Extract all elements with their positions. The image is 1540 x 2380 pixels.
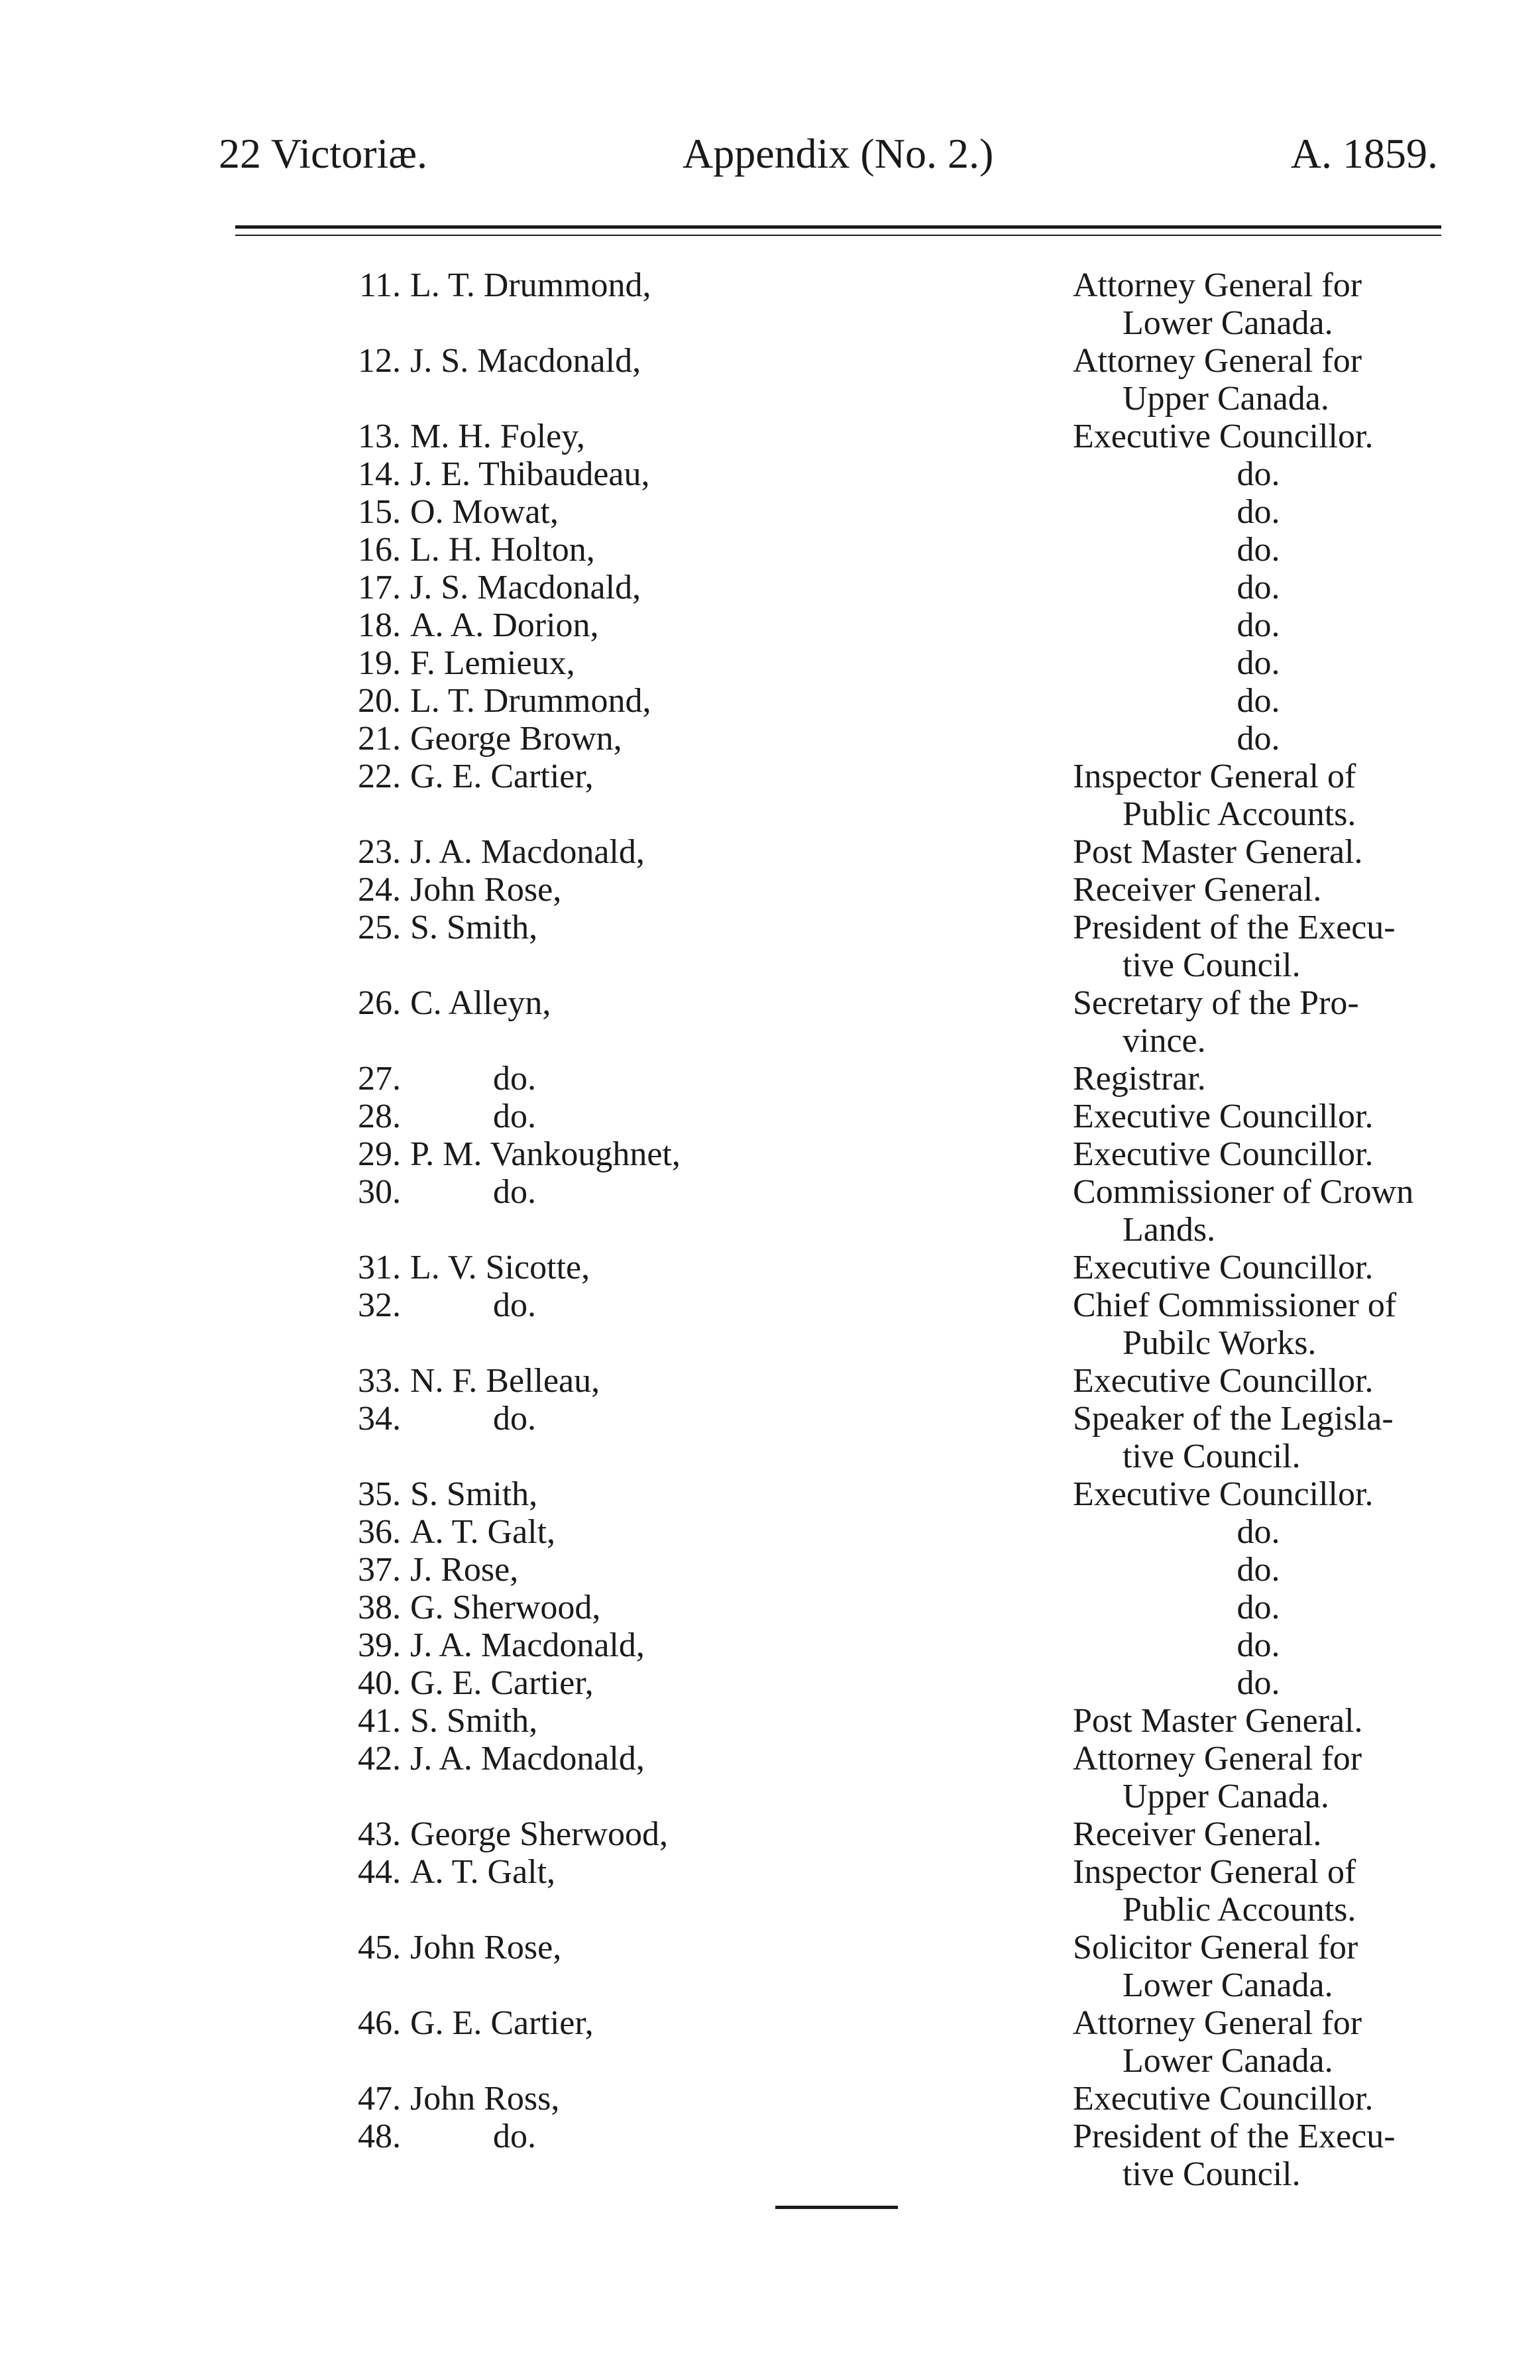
office-line: Executive Councillor.	[1073, 1475, 1374, 1513]
list-item	[331, 1475, 1445, 1513]
entry-office	[1073, 1589, 1444, 1626]
entry-number: 33.	[358, 1362, 401, 1400]
office-line: Executive Councillor.	[1073, 2080, 1374, 2118]
office-line: Speaker of the Legisla-	[1073, 1400, 1394, 1438]
office-line: Lower Canada.	[1123, 2042, 1333, 2080]
entry-name: G. E. Cartier,	[410, 758, 594, 795]
entry-office	[1073, 682, 1444, 720]
list-item	[331, 531, 1445, 569]
list-item	[331, 1551, 1445, 1589]
list-item	[331, 1400, 1445, 1475]
entry-name: George Brown,	[410, 720, 622, 758]
office-line: Post Master General.	[1073, 1702, 1363, 1740]
entry-number: 28.	[358, 1098, 401, 1135]
entry-number: 43.	[358, 1815, 401, 1853]
entry-office	[1073, 569, 1444, 606]
office-line: Inspector General of	[1073, 1853, 1356, 1891]
list-item	[331, 1815, 1445, 1853]
entry-name: do.	[493, 1173, 536, 1211]
entry-office	[1073, 531, 1444, 569]
entry-number: 14.	[358, 455, 401, 493]
office-line: Receiver General.	[1073, 871, 1322, 909]
entry-name: George Sherwood,	[410, 1815, 668, 1853]
entry-name: do.	[493, 1400, 536, 1438]
office-line: Upper Canada.	[1123, 380, 1329, 418]
entry-number: 38.	[358, 1589, 401, 1626]
entry-name: L. V. Sicotte,	[410, 1249, 590, 1286]
entry-office	[1073, 1060, 1444, 1098]
entry-office	[1073, 644, 1444, 682]
entry-number: 15.	[358, 493, 401, 531]
entry-office	[1073, 493, 1444, 531]
list-item	[331, 569, 1445, 606]
entry-number: 32.	[358, 1286, 401, 1324]
entry-name: J. A. Macdonald,	[410, 833, 645, 871]
entry-name: J. Rose,	[410, 1551, 519, 1589]
list-item	[331, 1853, 1445, 1929]
entry-name: O. Mowat,	[410, 493, 559, 531]
list-item	[331, 720, 1445, 758]
entry-name: L. H. Holton,	[410, 531, 595, 569]
header-session: 22 Victoriæ.	[219, 130, 427, 177]
end-rule	[775, 2206, 898, 2209]
entry-name: J. A. Macdonald,	[410, 1740, 645, 1778]
entry-office	[1073, 2004, 1444, 2080]
office-line: Public Accounts.	[1123, 1891, 1356, 1929]
entry-name: G. Sherwood,	[410, 1589, 601, 1626]
office-line: do.	[1237, 606, 1280, 644]
entry-number: 22.	[358, 758, 401, 795]
entry-office	[1073, 2080, 1444, 2118]
office-line: Attorney General for	[1073, 2004, 1362, 2042]
office-line: tive Council.	[1123, 2155, 1301, 2193]
entry-name: M. H. Foley,	[410, 418, 585, 455]
entry-office	[1073, 266, 1444, 342]
office-line: do.	[1237, 1589, 1280, 1626]
entry-number: 16.	[358, 531, 401, 569]
entry-office	[1073, 342, 1444, 418]
office-line: do.	[1237, 1664, 1280, 1702]
office-line: Attorney General for	[1073, 1740, 1362, 1778]
entry-number: 39.	[358, 1626, 401, 1664]
header-appendix: Appendix (No. 2.)	[683, 130, 994, 177]
entry-name: do.	[493, 1286, 536, 1324]
entry-office	[1073, 1626, 1444, 1664]
entry-office	[1073, 1286, 1444, 1362]
entry-name: do.	[493, 1060, 536, 1098]
entry-office	[1073, 1173, 1444, 1249]
office-line: do.	[1237, 455, 1280, 493]
entry-number: 47.	[358, 2080, 401, 2118]
office-line: Chief Commissioner of	[1073, 1286, 1397, 1324]
entry-office	[1073, 1740, 1444, 1815]
entry-name: J. A. Macdonald,	[410, 1626, 645, 1664]
entry-name: do.	[493, 2118, 536, 2155]
entry-office	[1073, 1513, 1444, 1551]
list-item	[331, 493, 1445, 531]
office-line: Upper Canada.	[1123, 1778, 1329, 1815]
office-line: Secretary of the Pro-	[1073, 984, 1359, 1022]
entry-name: J. S. Macdonald,	[410, 342, 641, 380]
office-line: Pubilc Works.	[1123, 1324, 1317, 1362]
list-item	[331, 2004, 1445, 2080]
list-item	[331, 606, 1445, 644]
entry-name: A. T. Galt,	[410, 1513, 556, 1551]
entry-office	[1073, 1815, 1444, 1853]
entry-number: 31.	[358, 1249, 401, 1286]
entry-office	[1073, 1400, 1444, 1475]
header-rule-thick	[235, 225, 1441, 229]
entry-name: C. Alleyn,	[410, 984, 551, 1022]
entry-number: 45.	[358, 1929, 401, 1966]
office-line: do.	[1237, 682, 1280, 720]
entry-office	[1073, 758, 1444, 833]
entry-number: 48.	[358, 2118, 401, 2155]
office-line: do.	[1237, 531, 1280, 569]
appointments-list	[331, 266, 1445, 2193]
entry-office	[1073, 1551, 1444, 1589]
entry-name: S. Smith,	[410, 1475, 538, 1513]
list-item	[331, 1286, 1445, 1362]
office-line: President of the Execu-	[1073, 909, 1396, 946]
entry-number: 41.	[358, 1702, 401, 1740]
entry-number: 13.	[358, 418, 401, 455]
list-item	[331, 682, 1445, 720]
office-line: Executive Councillor.	[1073, 1249, 1374, 1286]
office-line: Attorney General for	[1073, 266, 1362, 304]
entry-office	[1073, 871, 1444, 909]
entry-name: A. A. Dorion,	[410, 606, 599, 644]
entry-office	[1073, 909, 1444, 984]
list-item	[331, 418, 1445, 455]
entry-name: J. S. Macdonald,	[410, 569, 641, 606]
office-line: Lands.	[1123, 1211, 1216, 1249]
entry-number: 24.	[358, 871, 401, 909]
entry-number: 18.	[358, 606, 401, 644]
list-item	[331, 2080, 1445, 2118]
office-line: President of the Execu-	[1073, 2118, 1396, 2155]
entry-office	[1073, 1664, 1444, 1702]
office-line: Executive Councillor.	[1073, 1098, 1374, 1135]
office-line: Lower Canada.	[1123, 1966, 1333, 2004]
entry-number: 35.	[358, 1475, 401, 1513]
entry-office	[1073, 1135, 1444, 1173]
entry-name: P. M. Vankoughnet,	[410, 1135, 681, 1173]
entry-number: 25.	[358, 909, 401, 946]
office-line: do.	[1237, 644, 1280, 682]
list-item	[331, 1929, 1445, 2004]
entry-number: 17.	[358, 569, 401, 606]
office-line: do.	[1237, 1513, 1280, 1551]
list-item	[331, 984, 1445, 1060]
entry-number: 36.	[358, 1513, 401, 1551]
entry-number: 42.	[358, 1740, 401, 1778]
entry-name: John Rose,	[410, 1929, 562, 1966]
list-item	[331, 1626, 1445, 1664]
list-item	[331, 644, 1445, 682]
office-line: do.	[1237, 493, 1280, 531]
running-header	[219, 129, 1438, 189]
office-line: Receiver General.	[1073, 1815, 1322, 1853]
entry-office	[1073, 1929, 1444, 2004]
office-line: Executive Councillor.	[1073, 1135, 1374, 1173]
entry-name: John Rose,	[410, 871, 562, 909]
office-line: Public Accounts.	[1123, 795, 1356, 833]
office-line: Lower Canada.	[1123, 304, 1333, 342]
list-item	[331, 871, 1445, 909]
entry-office	[1073, 833, 1444, 871]
entry-office	[1073, 984, 1444, 1060]
entry-office	[1073, 2118, 1444, 2193]
entry-name: S. Smith,	[410, 1702, 538, 1740]
entry-office	[1073, 1249, 1444, 1286]
office-line: Attorney General for	[1073, 342, 1362, 380]
entry-name: L. T. Drummond,	[410, 266, 651, 304]
entry-name: John Ross,	[410, 2080, 560, 2118]
list-item	[331, 266, 1445, 342]
office-line: do.	[1237, 1551, 1280, 1589]
header-rule-thin	[235, 235, 1441, 236]
entry-office	[1073, 1853, 1444, 1929]
list-item	[331, 1740, 1445, 1815]
list-item	[331, 909, 1445, 984]
entry-number: 26.	[358, 984, 401, 1022]
entry-office	[1073, 1098, 1444, 1135]
entry-office	[1073, 1475, 1444, 1513]
office-line: Executive Councillor.	[1073, 1362, 1374, 1400]
list-item	[331, 1135, 1445, 1173]
office-line: do.	[1237, 1626, 1280, 1664]
entry-name: F. Lemieux,	[410, 644, 575, 682]
entry-office	[1073, 606, 1444, 644]
office-line: do.	[1237, 569, 1280, 606]
entry-number: 12.	[358, 342, 401, 380]
office-line: Post Master General.	[1073, 833, 1363, 871]
office-line: Registrar.	[1073, 1060, 1206, 1098]
header-year: A. 1859.	[1290, 130, 1438, 177]
entry-number: 23.	[358, 833, 401, 871]
entry-office	[1073, 720, 1444, 758]
list-item	[331, 1249, 1445, 1286]
entry-name: do.	[493, 1098, 536, 1135]
list-item	[331, 1589, 1445, 1626]
entry-office	[1073, 455, 1444, 493]
office-line: tive Council.	[1123, 946, 1301, 984]
entry-name: G. E. Cartier,	[410, 1664, 594, 1702]
entry-number: 27.	[358, 1060, 401, 1098]
entry-name: N. F. Belleau,	[410, 1362, 600, 1400]
list-item	[331, 1098, 1445, 1135]
entry-name: L. T. Drummond,	[410, 682, 651, 720]
list-item	[331, 758, 1445, 833]
list-item	[331, 1664, 1445, 1702]
entry-number: 21.	[358, 720, 401, 758]
list-item	[331, 1060, 1445, 1098]
entry-number: 37.	[358, 1551, 401, 1589]
list-item	[331, 833, 1445, 871]
entry-number: 40.	[358, 1664, 401, 1702]
office-line: Inspector General of	[1073, 758, 1356, 795]
office-line: do.	[1237, 720, 1280, 758]
entry-number: 11.	[358, 266, 401, 304]
entry-office	[1073, 1702, 1444, 1740]
list-item	[331, 455, 1445, 493]
entry-office	[1073, 1362, 1444, 1400]
office-line: tive Council.	[1123, 1438, 1301, 1475]
entry-name: J. E. Thibaudeau,	[410, 455, 650, 493]
list-item	[331, 1362, 1445, 1400]
list-item	[331, 342, 1445, 418]
entry-number: 19.	[358, 644, 401, 682]
entry-number: 30.	[358, 1173, 401, 1211]
entry-name: A. T. Galt,	[410, 1853, 556, 1891]
entry-number: 20.	[358, 682, 401, 720]
entry-name: S. Smith,	[410, 909, 538, 946]
list-item	[331, 1702, 1445, 1740]
entry-office	[1073, 418, 1444, 455]
entry-name: G. E. Cartier,	[410, 2004, 594, 2042]
entry-number: 34.	[358, 1400, 401, 1438]
list-item	[331, 1173, 1445, 1249]
office-line: Executive Councillor.	[1073, 418, 1374, 455]
office-line: Solicitor General for	[1073, 1929, 1358, 1966]
office-line: Commissioner of Crown	[1073, 1173, 1414, 1211]
list-item	[331, 2118, 1445, 2193]
entry-number: 46.	[358, 2004, 401, 2042]
entry-number: 44.	[358, 1853, 401, 1891]
office-line: vince.	[1123, 1022, 1206, 1060]
list-item	[331, 1513, 1445, 1551]
entry-number: 29.	[358, 1135, 401, 1173]
